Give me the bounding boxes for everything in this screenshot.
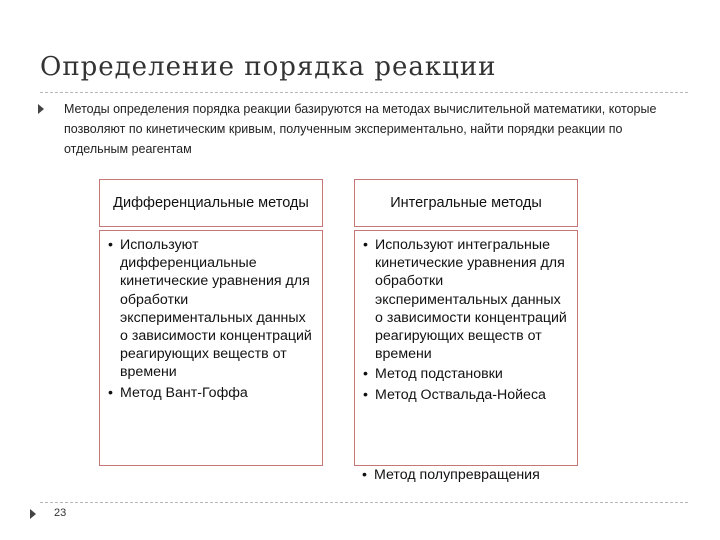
differential-methods-column bbox=[99, 179, 323, 466]
bullet-arrow-icon bbox=[38, 104, 44, 114]
list-item bbox=[361, 386, 571, 404]
item-text: Используют дифференциальные кинетические уравнения для обработки экспериментальных данных о зависимости концентраций реагирующих веществ от времени bbox=[120, 237, 312, 381]
bullet-dot-icon: • bbox=[363, 366, 368, 383]
integral-methods-heading bbox=[354, 179, 578, 227]
item-text: Метод подстановки bbox=[375, 366, 503, 383]
differential-methods-heading bbox=[99, 179, 323, 227]
heading-label: Дифференциальные методы bbox=[113, 194, 309, 211]
bullet-dot-icon: • bbox=[363, 386, 368, 403]
bullet-dot-icon: • bbox=[108, 384, 113, 401]
list-item bbox=[361, 236, 571, 363]
list-item bbox=[106, 236, 316, 382]
intro-text: Методы определения порядка реакции базируются на методах вычислительной математики, которые позволяют по кинетическим кривым, полученным экспериментально, найти порядки реакции по отдельным реагентам bbox=[64, 102, 657, 156]
heading-label: Интегральные методы bbox=[390, 194, 542, 211]
footer-divider bbox=[40, 502, 688, 503]
bullet-dot-icon: • bbox=[108, 237, 113, 253]
list-item bbox=[106, 384, 316, 402]
footer-arrow-icon bbox=[30, 509, 36, 519]
differential-methods-body bbox=[99, 230, 323, 466]
item-text: Метод полупревращения bbox=[374, 467, 540, 483]
item-text: Используют интегральные кинетические уравнения для обработки экспериментальных данных о зависимости концентраций реагирующих веществ от времени bbox=[375, 237, 567, 363]
integral-methods-body bbox=[354, 230, 578, 466]
list-item bbox=[361, 365, 571, 383]
title-divider bbox=[40, 92, 688, 93]
slide-title: Определение порядка реакции bbox=[40, 52, 497, 82]
list-item bbox=[360, 466, 580, 484]
integral-methods-column bbox=[354, 179, 578, 466]
bullet-dot-icon: • bbox=[362, 467, 367, 483]
overflow-list bbox=[360, 466, 580, 486]
page-number: 23 bbox=[54, 507, 67, 519]
item-text: Метод Оствальда-Нойеса bbox=[375, 386, 546, 403]
item-text: Метод Вант-Гоффа bbox=[120, 384, 248, 401]
bullet-dot-icon: • bbox=[363, 237, 368, 253]
